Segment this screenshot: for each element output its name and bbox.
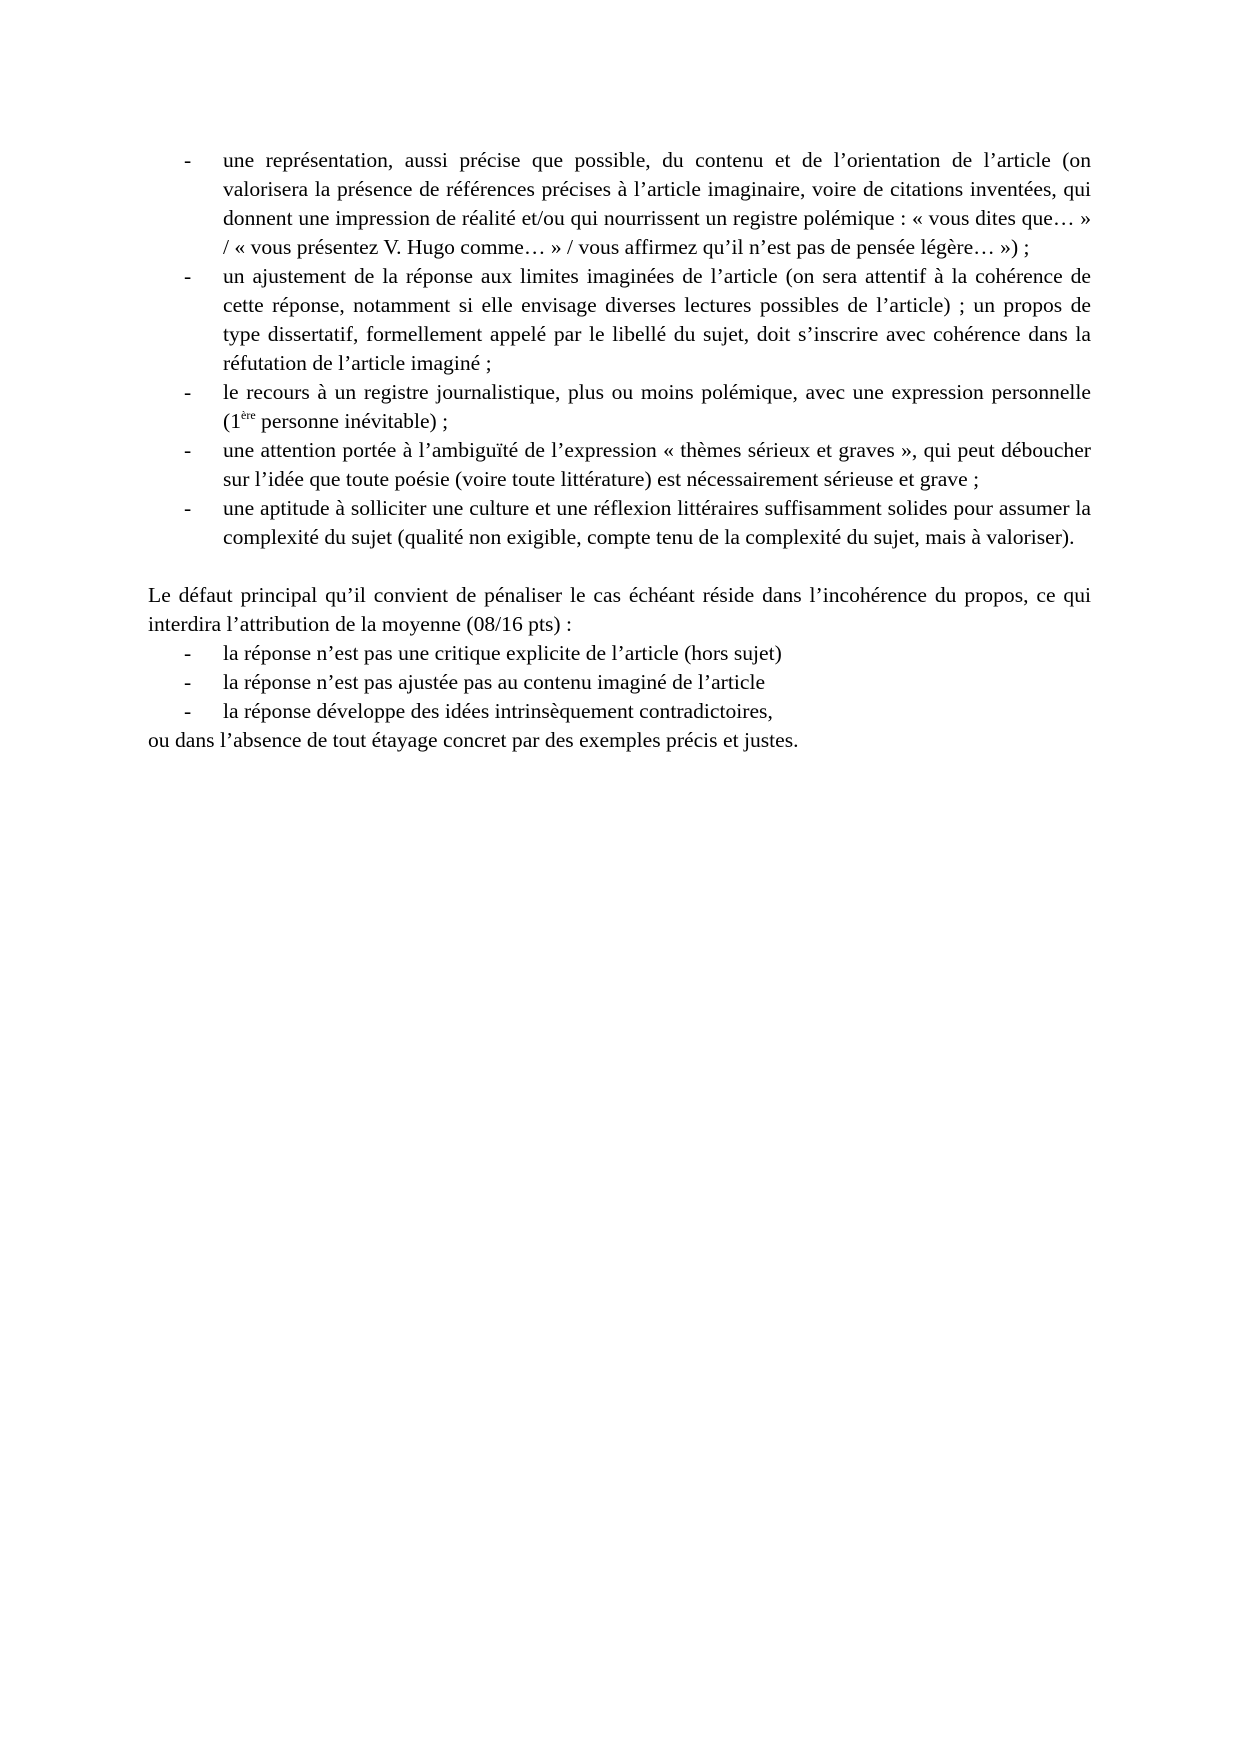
list-dash: - [184, 148, 192, 172]
list-item [148, 639, 1091, 668]
list-item [148, 378, 1091, 436]
list-item-text: une attention portée à l’ambiguïté de l’expression « thèmes sérieux et graves », qui peut déboucher sur l’idée que toute poésie (voire toute littérature) est nécessairement sérieuse et grave ; [223, 438, 1091, 491]
list-item-text-part: personne inévitable) ; [255, 409, 449, 433]
list-dash: - [184, 699, 192, 723]
list-item-text: un ajustement de la réponse aux limites imaginées de l’article (on sera attentif à la cohérence de cette réponse, notamment si elle envisage diverses lectures possibles de l’article) ; un propos de type dissertatif, formellement appelé par le libellé du sujet, doit s’inscrire avec cohérence dans la réfutation de l’article imaginé ; [223, 264, 1091, 375]
list-item [148, 697, 1091, 726]
list-item [148, 146, 1091, 262]
penalty-paragraph: Le défaut principal qu’il convient de pénaliser le cas échéant réside dans l’incohérence du propos, ce qui interdira l’attribution de la moyenne (08/16 pts) : [148, 583, 1091, 636]
list-item-text: la réponse n’est pas ajustée pas au contenu imaginé de l’article [223, 670, 766, 694]
document-page [148, 146, 1091, 755]
list-dash: - [184, 380, 192, 404]
list-item [148, 668, 1091, 697]
list-dash: - [184, 670, 192, 694]
list-item [148, 436, 1091, 494]
list-item-text-part: le recours à un registre journalistique, plus ou moins polémique, avec une expression personnelle (1 [223, 380, 1091, 433]
list-dash: - [184, 496, 192, 520]
list-item [148, 262, 1091, 378]
list-item-text: la réponse n’est pas une critique explicite de l’article (hors sujet) [223, 641, 782, 665]
closing-line: ou dans l’absence de tout étayage concret par des exemples précis et justes. [148, 728, 799, 752]
list-item-text: une aptitude à solliciter une culture et une réflexion littéraires suffisamment solides pour assumer la complexité du sujet (qualité non exigible, compte tenu de la complexité du sujet, mais à valoriser). [223, 496, 1091, 549]
list-item-text [223, 380, 1091, 433]
list-item [148, 494, 1091, 552]
list-dash: - [184, 641, 192, 665]
evaluation-criteria-list [148, 146, 1091, 552]
list-dash: - [184, 438, 192, 462]
list-item-text: une représentation, aussi précise que possible, du contenu et de l’orientation de l’article (on valorisera la présence de références précises à l’article imaginaire, voire de citations inventées, qui donnent une impression de réalité et/ou qui nourrissent un registre polémique : « vous dites que… » / « vous présentez V. Hugo comme… » / vous affirmez qu’il n’est pas de pensée légère… ») ; [223, 148, 1091, 259]
ordinal-superscript: ère [241, 408, 256, 422]
penalty-list [148, 639, 1091, 726]
list-dash: - [184, 264, 192, 288]
list-item-text: la réponse développe des idées intrinsèquement contradictoires, [223, 699, 773, 723]
